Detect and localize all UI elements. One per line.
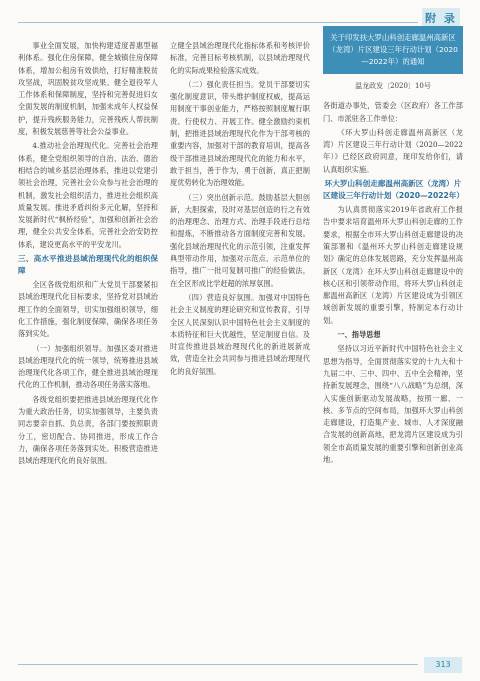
column-1 [18,40,158,470]
paragraph: （一）加强组织领导。加强区委对推进县域治理现代化的统一领导，统筹推进县域治理现代化各项工作，健全推进县域治理现代化的工作机制，推动各项任务落实落地。 [18,343,158,390]
paragraph: 全区各级党组织和广大党员干部要紧扣县域治理现代化目标要求，坚持党对县域治理工作的全面领导，切实加强组织领导，细化工作措施，强化制度保障，确保各项任务落到实处。 [18,280,158,339]
column-2 [170,40,310,380]
paragraph: （二）强化责任担当。党员干部要切实强化制度意识，带头维护制度权威，提高运用制度干事创业能力，严格按照制度履行职责、行使权力、开展工作。健全激励约束机制，把推进县域治理现代化作为干部考核的重要内容，加强对干部的教育培训，提高各级干部推进县域治理现代化的能力和水平，敢于担当，善于作为，勇于创新，真正把制度优势转化为治理效能。 [170,79,310,188]
paragraph: 各级党组织要把推进县域治理现代化作为重大政治任务，切实加强领导，主要负责同志要亲自抓、负总责，各部门要按照职责分工，密切配合、协同推进，形成工作合力，确保各项任务落到实处。积极营造推进县域治理现代化的良好氛围。 [18,394,158,466]
section-tag: 附 录 [422,8,460,30]
section-heading: 一、指导思想 [337,330,381,340]
document-number: 温龙政发〔2020〕10号 [355,82,431,90]
paragraph: 《环大罗山科创走廊温州高新区（龙湾）片区建设三年行动计划（2020—2022年）》已经区政府同意，现印发给你们，请认真组织实施。 [323,127,463,174]
paragraph: 立健全县域治理现代化指标体系和考核评价标准，完善目标考核机制，以县域治理现代化的实际成果检验落实成效。 [170,41,310,75]
paragraph: 各街道办事处，管委会（区政府）各工作部门、市派驻各工作单位： [323,101,463,123]
column-3 [323,33,464,468]
paragraph: 事业全面发展，加快构建适度普惠型福利体系。强化住房保障，健全城镇住房保障体系，增加公租房有效供给，打好精准脱贫攻坚战，巩固脱贫攻坚成果。健全退役军人工作体系和保障制度，坚持和完善促进妇女全面发展的制度机制，加强未成年人权益保护，提升残疾服务能力，完善残疾人帮扶制度，积极发展慈善等社会公益事业。 [18,41,158,137]
paragraph: 为认真贯彻落实2019年省政府工作报告中要求培育温州环大罗山科创走廊的工作要求，根据全市环大罗山科创走廊建设的决策部署和《温州环大罗山科创走廊建设规划》确定的总体发展思路，充分发挥温州高新区（龙湾）在环大罗山科创走廊建设中的核心区和引领带动作用，将环大罗山科创走廊温州高新区（龙湾）片区建设成为引领区域创新发展的重要引擎，特制定本行动计划。 [323,205,463,325]
footer-rule [18,664,418,665]
section-heading: 三、高水平推进县域治理现代化的组织保障 [18,254,158,276]
paragraph: 坚持以习近平新时代中国特色社会主义思想为指导，全面贯彻落实党的十九大和十九届二中、三中、四中、五中全会精神，坚持新发展理念，围绕“八八战略”为总纲，深入实施创新驱动发展战略，按照一廊、一核、多节点的空间布局，加强环大罗山科创走廊建设，打造集产业、城市、人才深度融合发展的创新高地，把龙湾片区建设成为引领全市高质量发展的重要引擎和创新创业高地。 [323,344,463,465]
page-number: 313 [424,657,462,673]
header-rule [18,22,418,23]
plan-title: 环大罗山科创走廊温州高新区（龙湾）片区建设三年行动计划（2020—2022年） [323,179,464,201]
paragraph: （四）营造良好氛围。加强对中国特色社会主义制度的理论研究和宣传教育，引导全区人民深刻认识中国特色社会主义制度的本质特征和巨大优越性，坚定制度自信。及时宣传推进县域治理现代化的新进展新成效，营造全社会共同参与推进县域治理现代化的良好氛围。 [170,292,310,376]
paragraph: 4.推动社会治理现代化。完善社会治理体系，健全党组织领导的自治、法治、德治相结合的城乡基层治理体系，推进以党建引领社会治理，完善社会公众参与社会治理的机制，激发社会组织活力，推进社会组织高质量发展。推进矛盾纠纷多元化解，坚持和发展新时代“枫桥经验”，加强和创新社会治理，健全公共安全体系，完善社会治安防控体系，建设更高水平的平安龙川。 [18,141,158,249]
paragraph: （三）突出创新示范。鼓励基层大胆创新，大胆探索，及时对基层创造的行之有效的治理理念、治理方式、治理手段进行总结和提炼，不断推动各方面制度完善和发展。强化县域治理现代化的示范引领，注重发挥典型带动作用，加强对示范点、示范单位的指导，推广一批可复制可推广的经验做法，在全区形成比学赶超的浓厚氛围。 [170,192,310,288]
notice-title: 关于印发扶大罗山科创走廊温州高新区（龙湾）片区建设三年行动计划（2020—2022年）的通知 [323,26,463,74]
